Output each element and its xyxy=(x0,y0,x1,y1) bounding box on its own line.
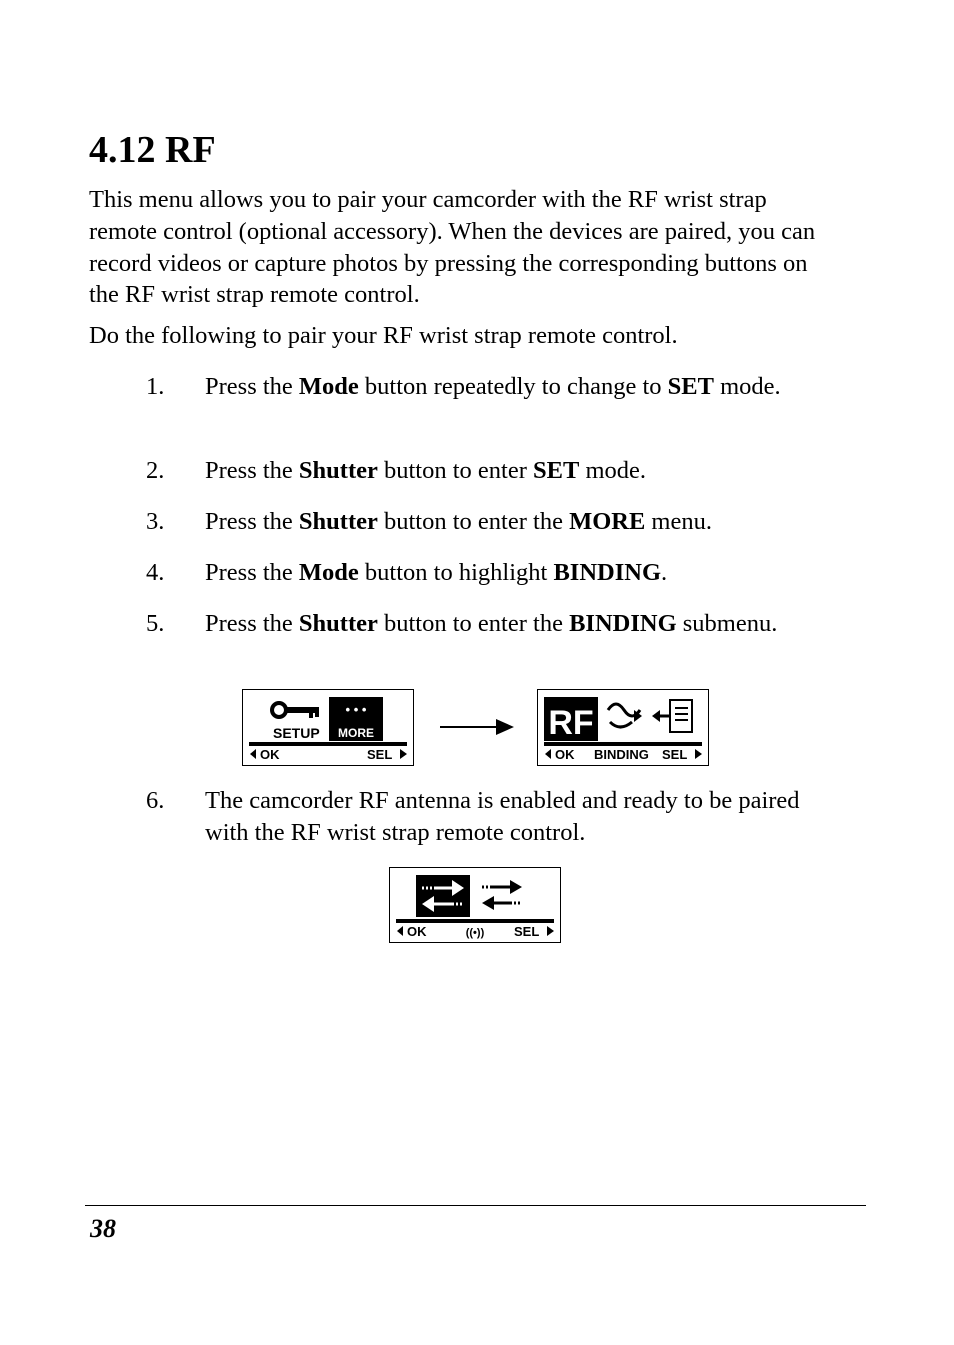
binding-screen xyxy=(537,689,709,766)
binding-label: BINDING xyxy=(594,747,649,762)
step-text: Press the Shutter button to enter SET mode. xyxy=(205,457,647,484)
rf-label: RF xyxy=(548,704,594,742)
setup-more-screen-art xyxy=(243,690,413,765)
step-text: Press the Mode button to highlight BINDING. xyxy=(205,559,668,586)
arrow-right-icon xyxy=(400,749,407,759)
step-number: 3. xyxy=(146,508,165,535)
more-label: MORE xyxy=(338,726,374,740)
screen-divider xyxy=(249,742,407,746)
step-text: The camcorder RF antenna is enabled and ready to be paired with the RF wrist strap remote control. xyxy=(205,787,800,846)
arrow-left-icon xyxy=(545,749,551,759)
step-number: 5. xyxy=(146,610,165,637)
step-text: Press the Shutter button to enter the MORE menu. xyxy=(205,508,712,535)
step-number: 4. xyxy=(146,559,165,586)
transition-arrow-icon xyxy=(440,715,516,739)
step-text: Press the Mode button repeatedly to change to SET mode. xyxy=(205,373,781,400)
ok-label: OK xyxy=(407,924,427,939)
intro-paragraph: This menu allows you to pair your camcorder with the RF wrist strap remote control (optional accessory). When the devices are paired, you can record videos or capture photos by pressing the corresponding buttons on the RF wrist strap remote control. xyxy=(89,186,816,309)
step-number: 2. xyxy=(146,457,165,484)
pairing-screen xyxy=(389,867,561,943)
step-text: Press the Shutter button to enter the BINDING submenu. xyxy=(205,610,778,637)
binding-icon xyxy=(608,704,642,727)
ok-label: OK xyxy=(260,747,280,762)
arrow-right-icon xyxy=(547,926,554,936)
key-icon xyxy=(272,703,319,718)
pair-arrows-icon xyxy=(482,880,522,910)
exit-icon xyxy=(652,700,692,732)
sel-label: SEL xyxy=(514,924,540,939)
pairing-screen-art xyxy=(390,868,560,942)
setup-more-screen xyxy=(242,689,414,766)
setup-label: SETUP xyxy=(273,725,320,741)
pairing-tile-highlight xyxy=(416,875,470,917)
rf-signal-icon: ((•)) xyxy=(465,927,485,939)
more-dots-icon: • • • xyxy=(345,702,367,717)
step-number: 1. xyxy=(146,373,165,400)
screen-divider xyxy=(396,919,554,923)
arrow-left-icon xyxy=(397,926,403,936)
footer-rule xyxy=(85,1205,866,1206)
instruction-paragraph: Do the following to pair your RF wrist strap remote control. xyxy=(89,322,678,349)
sel-label: SEL xyxy=(662,747,688,762)
step-number: 6. xyxy=(146,787,165,814)
sel-label: SEL xyxy=(367,747,393,762)
arrow-left-icon xyxy=(250,749,256,759)
section-title: 4.12 RF xyxy=(89,129,216,171)
screen-divider xyxy=(544,742,702,746)
ok-label: OK xyxy=(555,747,575,762)
binding-screen-art xyxy=(538,690,708,765)
page-number: 38 xyxy=(90,1214,116,1243)
arrow-right-icon xyxy=(695,749,702,759)
